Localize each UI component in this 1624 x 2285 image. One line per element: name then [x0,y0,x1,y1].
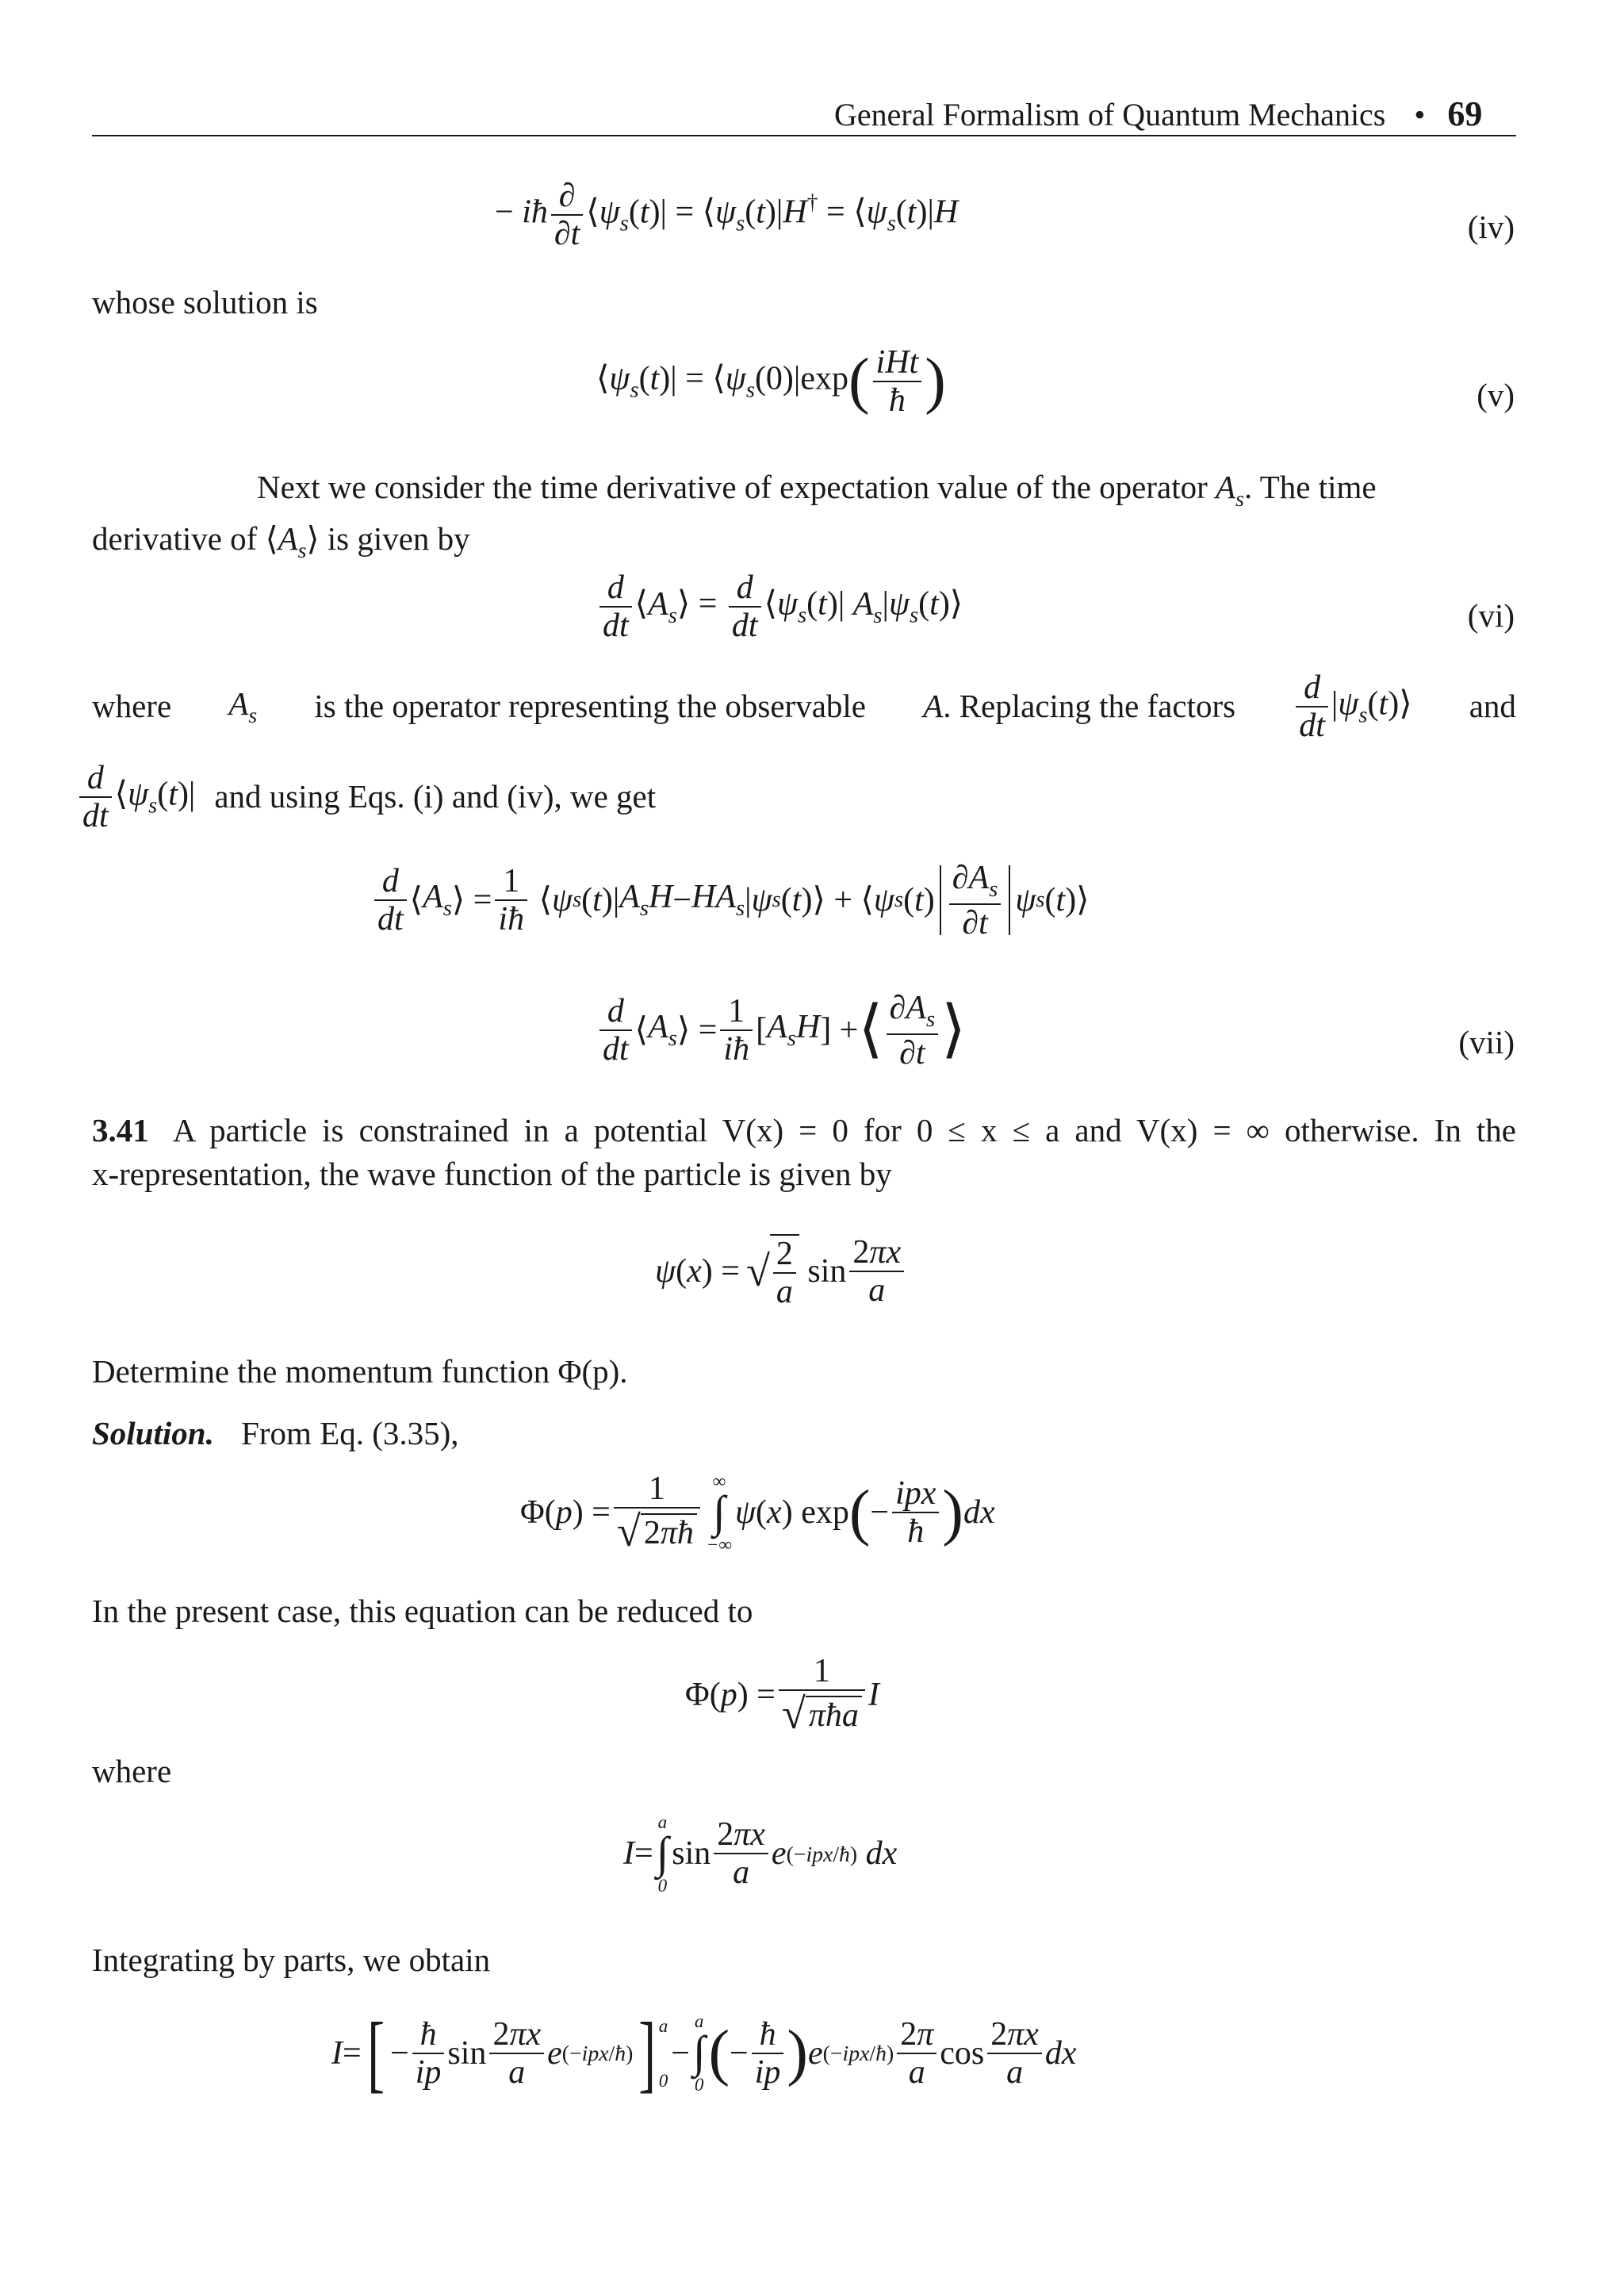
equation-v: $⟨\psi_s(t)|$ = $⟨\psi_s(0)|\exp$( $\frac{\text{iHt}}{ħ}$ ) [596,344,946,419]
next-line2-b: ⟩ is given by [306,519,470,557]
integrating-text: Integrating by parts, we obtain [92,1942,491,1978]
phi-reduced-eq: Φ( p ) = $\frac{1}{\text{√πħa}}$ I [685,1653,879,1738]
and-1: and [1469,688,1516,725]
problem-statement-l2: x-representation, the wave function of the particle is given by [92,1156,892,1193]
parts-eq: I = [ − $\frac{ħ}{ip}$ sin $\frac{2\pi x}{a}$ e (−ipx/ħ) ] a 0 − a ∫ 0 ( − $\frac{ħ}{ip}$ ) e (−ipx/ħ) $\frac{2\pi}{a}$ cos $\frac{2\pi x}{a}$ dx [331,2005,1077,2101]
page-number: 69 [1447,94,1483,133]
running-header [834,92,1482,136]
equation-iv: − iħ $\frac{\partial}{\partial t}$ $⟨\psi_s(t)|$ = $⟨\psi_s(t)|H^\dagger$ = $⟨\psi_s(t)|H$ [495,178,959,252]
solution-label: Solution. [92,1415,214,1451]
problem-statement-l1: A particle is constrained in a potential V(x) = 0 for 0 ≤ x ≤ a and V(x) = ∞ otherwise. In the [172,1112,1516,1148]
header-bullet: • [1414,97,1426,132]
running-title: General Formalism of Quantum Mechanics [834,97,1386,132]
where-as-a: where [92,688,172,725]
where-as-c: . Replacing the factors [943,688,1236,725]
where-as-line: where $A_s$ is the operator representing the observable A. Replacing the factors $\frac{d}{dt}$ $|\psi_s(t)⟩$ and [92,669,1516,744]
where-as-b: is the operator representing the observable [314,688,866,725]
equation-number-v: (v) [1477,377,1515,413]
wavefunction-eq: ψ ( x ) = √ $\frac{2}{a}$ sin $\frac{2\pi x}{a}$ [655,1234,907,1309]
where-text: where [92,1753,172,1789]
using-eqs-line: $\frac{d}{dt}$ $⟨\psi_s(t)|$ and using Eqs. (i) and (iv), we get [76,761,656,833]
next-line2-a: derivative of ⟨ [92,519,278,557]
equation-number-vii: (vii) [1458,1024,1515,1060]
present-case-text: In the present case, this equation can be reduced to [92,1593,753,1629]
determine-text: Determine the momentum function Φ(p). [92,1353,628,1390]
equation-vii: $\frac{d}{dt}$ ⟨ $A_s$ ⟩ = $\frac{1}{iħ}$ [ $A_sH$ ] + ⟨ $\frac{\partial A_s}{\partial t}$ ⟩ [596,991,966,1070]
equation-number-iv: (iv) [1467,209,1515,245]
problem-number: 3.41 [92,1112,149,1148]
equation-long: $\frac{d}{dt}$ ⟨ $A_s$ ⟩ = $\frac{1}{iħ}$ ⟨ ψ s ( t )| $A_sH$ − $HA_s$ | ψ s ( t )⟩ + ⟨ ψ s ( t ) $\frac{\partial A_s}{\partial t}$ ψ s ( t )⟩ [371,861,1090,940]
equation-vi: $\frac{d}{dt}$ $⟨A_s⟩$ = $\frac{d}{dt}$ $⟨\psi_s(t)|$ $A_s|\psi_s(t)⟩$ [596,571,963,642]
using-eqs: and using Eqs. (i) and (iv), we get [214,778,657,815]
whose-solution-text: whose solution is [92,284,318,320]
paragraph-next: Next we consider the time derivative of expectation value of the operator $A_s$. The time derivative of $⟨A_s⟩$ is given by [92,469,1377,563]
problem-3-41 [92,1110,1516,1195]
equation-number-vi: (vi) [1467,597,1515,634]
i-integral-eq: I = a ∫ 0 sin $\frac{2\pi x}{a}$ e (−ipx/ħ) dx [623,1812,898,1896]
from-eq: From Eq. (3.35), [241,1415,459,1451]
next-line1: Next we consider the time derivative of expectation value of the operator [257,469,1208,505]
next-line1-end: . The time [1243,469,1377,505]
header-rule [92,135,1516,136]
solution-line [92,1413,459,1454]
phi-integral-eq: Φ( p ) = $\frac{1}{√2\pi ħ}$ ∞ ∫ −∞ ψ ( x ) exp ( − $\frac{\text{ipx}}{ħ}$ ) dx [520,1470,995,1556]
